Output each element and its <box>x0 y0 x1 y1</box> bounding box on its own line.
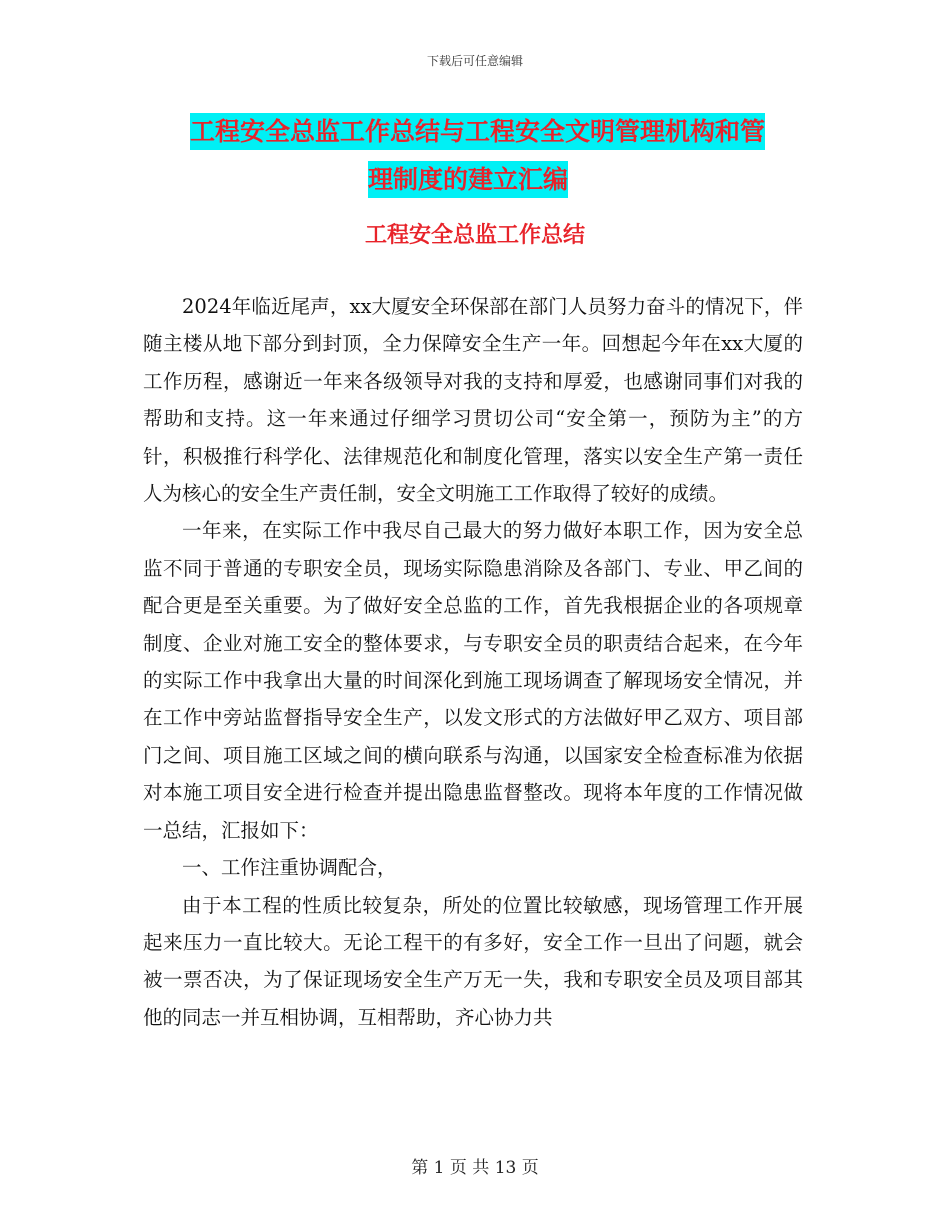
section-title: 工程安全总监工作总结 <box>364 223 585 248</box>
title-line-2: 理制度的建立汇编 <box>368 161 568 198</box>
header-note: 下载后可任意编辑 <box>426 54 523 68</box>
paragraph: 2024年临近尾声，xx大厦安全环保部在部门人员努力奋斗的情况下，伴随主楼从地下部分到封顶，全力保障安全生产一年。回想起今年在xx大厦的工作历程，感谢近一年来各级领导对我的支持和厚爱，也感谢同事们对我的帮助和支持。这一年来通过仔细学习贯切公司“安全第一，预防为主”的方针，积极推行科学化、法律规范化和制度化管理，落实以安全生产第一责任人为核心的安全生产责任制，安全文明施工工作取得了较好的成绩。 <box>143 295 803 506</box>
paragraph: 由于本工程的性质比较复杂，所处的位置比较敏感，现场管理工作开展起来压力一直比较大。无论工程干的有多好，安全工作一旦出了问题，就会被一票否决，为了保证现场安全生产万无一失，我和专职安全员及项目部其他的同志一并互相协调，互相帮助，齐心协力共 <box>143 893 803 1029</box>
title-line-1: 工程安全总监工作总结与工程安全文明管理机构和管 <box>190 113 765 150</box>
paragraph: 一年来，在实际工作中我尽自己最大的努力做好本职工作，因为安全总监不同于普通的专职安全员，现场实际隐患消除及各部门、专业、甲乙间的配合更是至关重要。为了做好安全总监的工作，首先我根据企业的各项规章制度、企业对施工安全的整体要求，与专职安全员的职责结合起来，在今年的实际工作中我拿出大量的时间深化到施工现场调查了解现场安全情况，并在工作中旁站监督指导安全生产，以发文形式的方法做好甲乙双方、项目部门之间、项目施工区域之间的横向联系与沟通，以国家安全检查标准为依据对本施工项目安全进行检查并提出隐患监督整改。现将本年度的工作情况做一总结，汇报如下： <box>143 519 803 842</box>
body-text <box>143 288 803 1036</box>
page-footer: 第 1 页 共 13 页 <box>411 1158 539 1178</box>
paragraph-heading: 一、工作注重协调配合， <box>182 856 397 880</box>
document-title <box>190 108 810 204</box>
